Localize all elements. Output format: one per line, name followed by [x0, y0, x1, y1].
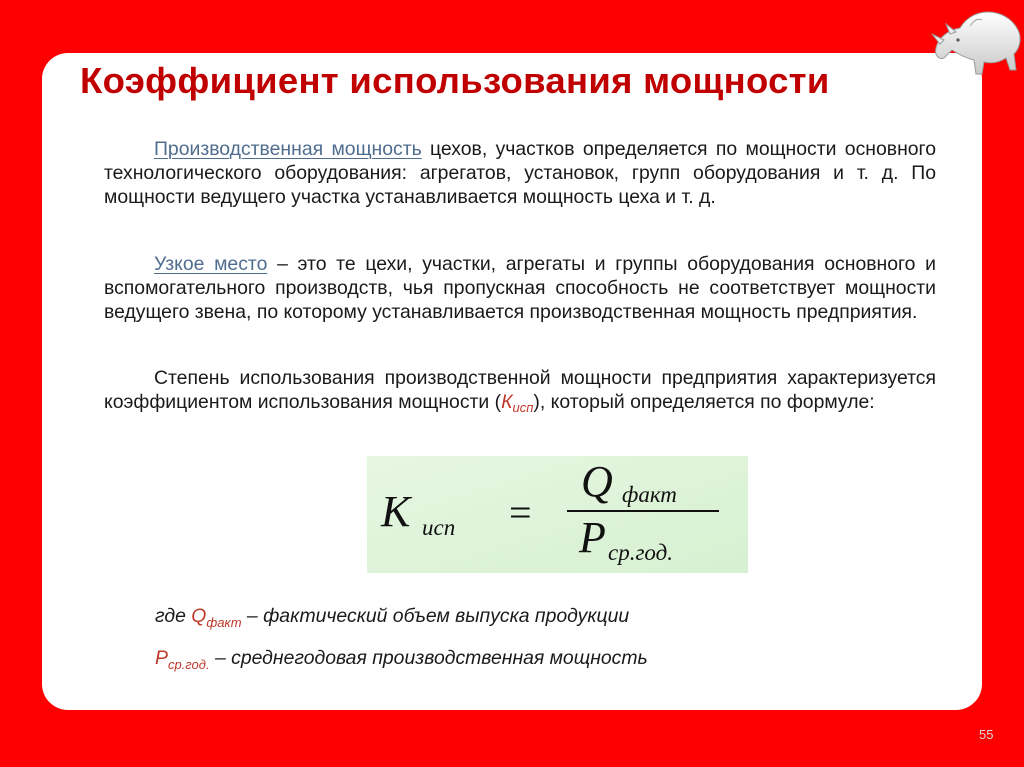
- coefficient-symbol: [501, 391, 533, 413]
- formula-numerator-subscript: факт: [622, 482, 677, 507]
- formula-equals: =: [509, 490, 532, 535]
- paragraph-text: цехов, участков определяется по мощности основного технологического оборудования: агрегатов, установок, групп оборудования и т. д. По мощности ведущего участка устанавливается мощность цеха и т. д.: [104, 138, 936, 208]
- rhino-logo-icon: [930, 4, 1024, 80]
- legend-symbol-subscript: факт: [206, 615, 242, 630]
- formula-lhs-symbol: K: [381, 487, 411, 536]
- paragraph-bottleneck: [104, 253, 936, 324]
- paragraph-production-capacity: [104, 138, 936, 209]
- paragraph-text: – это те цехи, участки, агрегаты и группы оборудования основного и вспомогательного производств, чья пропускная способность не соответствует мощности ведущего звена, по которому устанавливается производственная мощность предприятия.: [104, 253, 936, 323]
- formula-denominator-subscript: ср.год.: [608, 540, 674, 565]
- coefficient-letter: К: [501, 390, 513, 413]
- page-number: 55: [979, 727, 994, 742]
- formula-box: [367, 456, 748, 573]
- legend-line-average-capacity: [155, 647, 648, 672]
- legend-symbol-subscript: ср.год.: [167, 657, 210, 672]
- paragraph-utilization: [104, 367, 936, 420]
- legend-symbol-letter: P: [155, 647, 168, 669]
- slide-title: Коэффициент использования мощности: [80, 60, 830, 101]
- term-bottleneck: Узкое место: [154, 253, 268, 275]
- legend-line-actual-output: [155, 605, 629, 630]
- paragraph-text-end: ), который определяется по формуле:: [533, 390, 875, 413]
- legend-symbol-p: [155, 647, 210, 672]
- formula-numerator-symbol: Q: [581, 457, 613, 506]
- term-production-capacity: Производственная мощность: [154, 138, 422, 160]
- legend-symbol-q: [191, 605, 242, 630]
- formula-svg: [367, 456, 748, 573]
- legend-symbol-letter: Q: [191, 605, 207, 627]
- coefficient-subscript: исп: [512, 399, 534, 415]
- paragraph-text: Степень использования производственной мощности предприятия характеризуется коэффициентом использования мощности (: [104, 367, 936, 413]
- legend-text: – фактический объем выпуска продукции: [241, 605, 630, 627]
- legend-prefix: где: [155, 605, 192, 627]
- formula-lhs-subscript: исп: [422, 515, 456, 540]
- legend-text: – среднегодовая производственная мощность: [209, 647, 648, 669]
- formula-denominator-symbol: P: [579, 513, 606, 562]
